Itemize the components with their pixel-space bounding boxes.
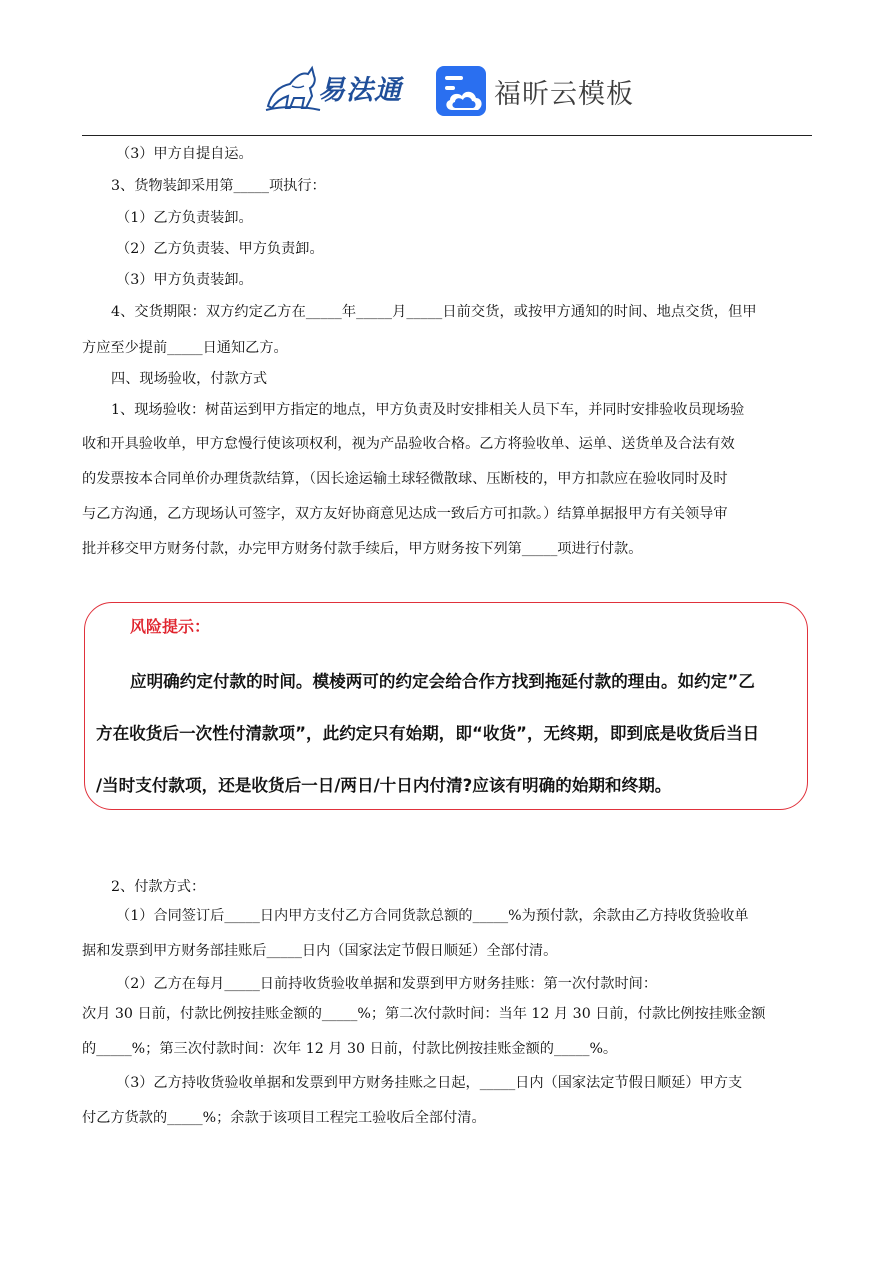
- brand-name-foxit-template: 福昕云模板: [494, 79, 634, 110]
- paragraph: （1）乙方负责装卸。: [116, 210, 253, 226]
- risk-notice-title: 风险提示：: [130, 617, 211, 636]
- paragraph: 2、付款方式：: [111, 879, 206, 895]
- paragraph: （2）乙方在每月_____日前持收货验收单据和发票到甲方财务挂账：第一次付款时间：: [116, 976, 658, 992]
- paragraph: 次月 30 日前，付款比例按挂账金额的_____%；第二次付款时间：当年 12 月 30 日前，付款比例按挂账金额: [82, 1006, 766, 1022]
- brand-name-yifatong: 易法通: [318, 75, 402, 106]
- risk-notice-line: 应明确约定付款的时间。模棱两可的约定会给合作方找到拖延付款的理由。如约定”乙: [130, 672, 755, 691]
- paragraph: 据和发票到甲方财务部挂账后_____日内（国家法定节假日顺延）全部付清。: [82, 943, 558, 959]
- paragraph: （3）甲方自提自运。: [116, 146, 253, 162]
- risk-notice-line: 方在收货后一次性付清款项”，此约定只有始期，即“收货”，无终期，即到底是收货后当日: [96, 724, 760, 743]
- paragraph: 批并移交甲方财务付款，办完甲方财务付款手续后，甲方财务按下列第_____项进行付款。: [82, 541, 643, 557]
- section-heading: 四、现场验收，付款方式: [111, 371, 268, 387]
- paragraph: 4、交货期限：双方约定乙方在_____年_____月_____日前交货，或按甲方通知的时间、地点交货，但甲: [111, 304, 757, 320]
- paragraph: （3）甲方负责装卸。: [116, 272, 253, 288]
- header-divider: [82, 135, 812, 136]
- paragraph: （3）乙方持收货验收单据和发票到甲方财务挂账之日起，_____日内（国家法定节假日顺延）甲方支: [116, 1075, 743, 1091]
- paragraph: 收和开具验收单，甲方怠慢行使该项权利，视为产品验收合格。乙方将验收单、运单、送货单及合法有效: [82, 436, 735, 452]
- paragraph: 方应至少提前_____日通知乙方。: [82, 340, 288, 356]
- paragraph: （2）乙方负责装、甲方负责卸。: [116, 241, 324, 257]
- risk-notice-line: /当时支付款项，还是收货后一日/两日/十日内付清?应该有明确的始期和终期。: [96, 776, 672, 795]
- page-header: [0, 58, 893, 122]
- paragraph: 的发票按本合同单价办理货款结算，（因长途运输土球轻微散球、压断枝的，甲方扣款应在验收同时及时: [82, 471, 728, 487]
- paragraph: （1）合同签订后_____日内甲方支付乙方合同货款总额的_____%为预付款，余款由乙方持收货验收单: [116, 908, 749, 924]
- paragraph: 3、货物装卸采用第_____项执行：: [111, 178, 326, 194]
- paragraph: 付乙方货款的_____%；余款于该项目工程完工验收后全部付清。: [82, 1110, 486, 1126]
- paragraph: 1、现场验收：树苗运到甲方指定的地点，甲方负责及时安排相关人员下车，并同时安排验收员现场验: [111, 402, 745, 418]
- paragraph: 的_____%；第三次付款时间：次年 12 月 30 日前，付款比例按挂账金额的_____%。: [82, 1041, 618, 1057]
- paragraph: 与乙方沟通，乙方现场认可签字，双方友好协商意见达成一致后方可扣款。）结算单据报甲方有关领导审: [82, 506, 728, 522]
